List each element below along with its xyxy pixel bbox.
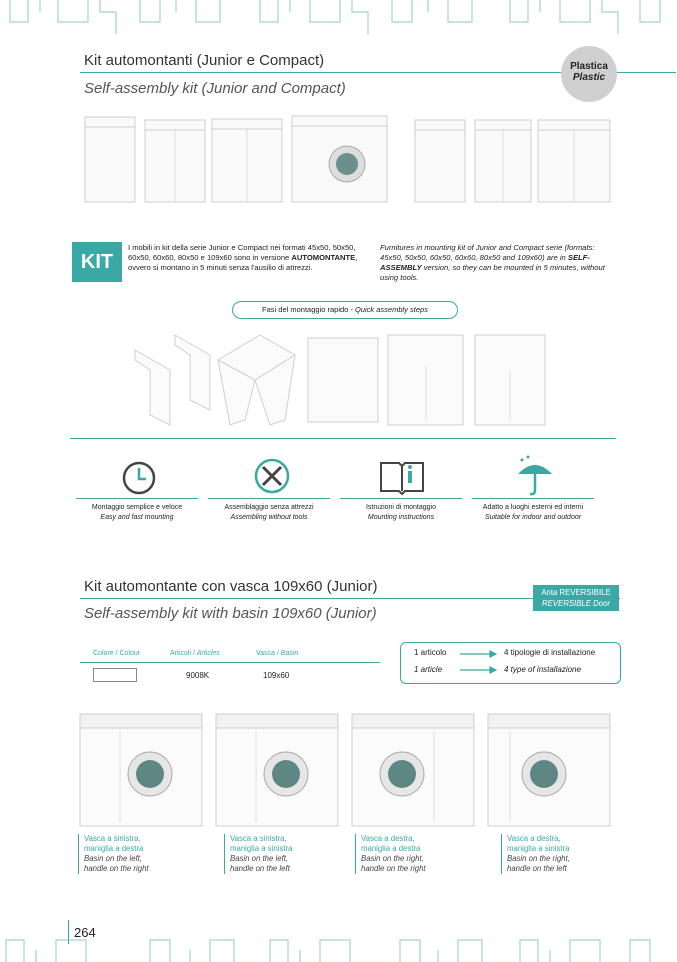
- variant-3-image: [350, 712, 480, 828]
- feature-easy-mounting: Montaggio semplice e veloce Easy and fast mounting: [76, 498, 198, 523]
- table-rule: [80, 662, 380, 663]
- install-row2-right: 4 type of installazione: [504, 665, 581, 674]
- variant-1-caption: Vasca a sinistra, maniglia a destra Basin on the left, handle on the right: [78, 834, 149, 874]
- section1-title: Kit automontanti (Junior e Compact): [84, 52, 325, 69]
- variant-4-caption: Vasca a destra, maniglia a sinistra Basin on the right, handle on the left: [501, 834, 570, 874]
- install-row1-left: 1 articolo: [414, 648, 447, 657]
- variant-2-caption: Vasca a sinistra, maniglia a sinistra Basin on the left, handle on the left: [224, 834, 292, 874]
- variant-3-caption: Vasca a destra, maniglia a destra Basin on the right, handle on the right: [355, 834, 426, 874]
- material-badge-en: Plastic: [572, 72, 606, 83]
- section2-title: Kit automontante con vasca 109x60 (Junior): [84, 578, 378, 595]
- colour-swatch-white: [93, 668, 137, 682]
- article-code: 9008K: [186, 671, 210, 680]
- manual-icon: [378, 458, 426, 496]
- umbrella-icon: [514, 454, 556, 498]
- feature-no-tools: Assemblaggio senza attrezzi Assembling without tools: [208, 498, 330, 523]
- variant-4-image: [486, 712, 616, 828]
- kit-label: KIT: [72, 242, 122, 282]
- kit-text-it: I mobili in kit della serie Junior e Compact nei formati 45x50, 50x50, 60x50, 60x60, 80x50 e 109x60 sono in versione AUTOMONTANTE, ovvero si montano in 5 minuti senza l'ausilio di attrezzi.: [128, 243, 358, 272]
- install-row2-left: 1 article: [414, 665, 443, 674]
- feature-indoor-outdoor: Adatto a luoghi esterni ed interni Suitable for indoor and outdoor: [472, 498, 594, 523]
- material-badge: [561, 46, 617, 102]
- assembly-steps-image: [130, 330, 560, 430]
- material-badge-it: Plastica: [570, 61, 608, 72]
- page-number-rule: [68, 920, 69, 944]
- reversible-door-badge: Anta REVERSIBILE REVERSIBLE Door: [533, 585, 619, 611]
- header-colour: Colore / Colour: [93, 650, 141, 657]
- header-basin: Vasca / Basin: [256, 650, 299, 657]
- variant-1-image: [78, 712, 208, 828]
- decorative-header-pattern: [0, 0, 677, 34]
- decorative-footer-pattern: [0, 928, 677, 962]
- basin-size: 109x60: [263, 671, 290, 680]
- no-tools-icon: [252, 456, 292, 496]
- arrow-icons: [458, 648, 498, 678]
- assembly-steps-pill: Fasi del montaggio rapido - Quick assembly steps: [232, 301, 458, 319]
- page-number: 264: [74, 925, 96, 940]
- steps-rule: [70, 438, 616, 439]
- section2-subtitle: Self-assembly kit with basin 109x60 (Junior): [84, 605, 377, 622]
- feature-instructions: Istruzioni di montaggio Mounting instructions: [340, 498, 462, 523]
- clock-icon: [120, 458, 158, 496]
- kit-text-en: Furnitures in mounting kit of Junior and Compact serie (formats: 45x50, 50x50, 60x50, 60x60, 80x50 and 109x60) are in SELF-ASSEMBLY version, so they can be mounted in 5 minutes, without using tools.: [380, 243, 605, 282]
- install-row1-right: 4 tipologie di installazione: [504, 648, 596, 657]
- header-articles: Articoli / Articles: [170, 650, 220, 657]
- section1-subtitle: Self-assembly kit (Junior and Compact): [84, 80, 346, 97]
- kit-cabinets-image: [80, 112, 620, 212]
- variant-2-image: [214, 712, 344, 828]
